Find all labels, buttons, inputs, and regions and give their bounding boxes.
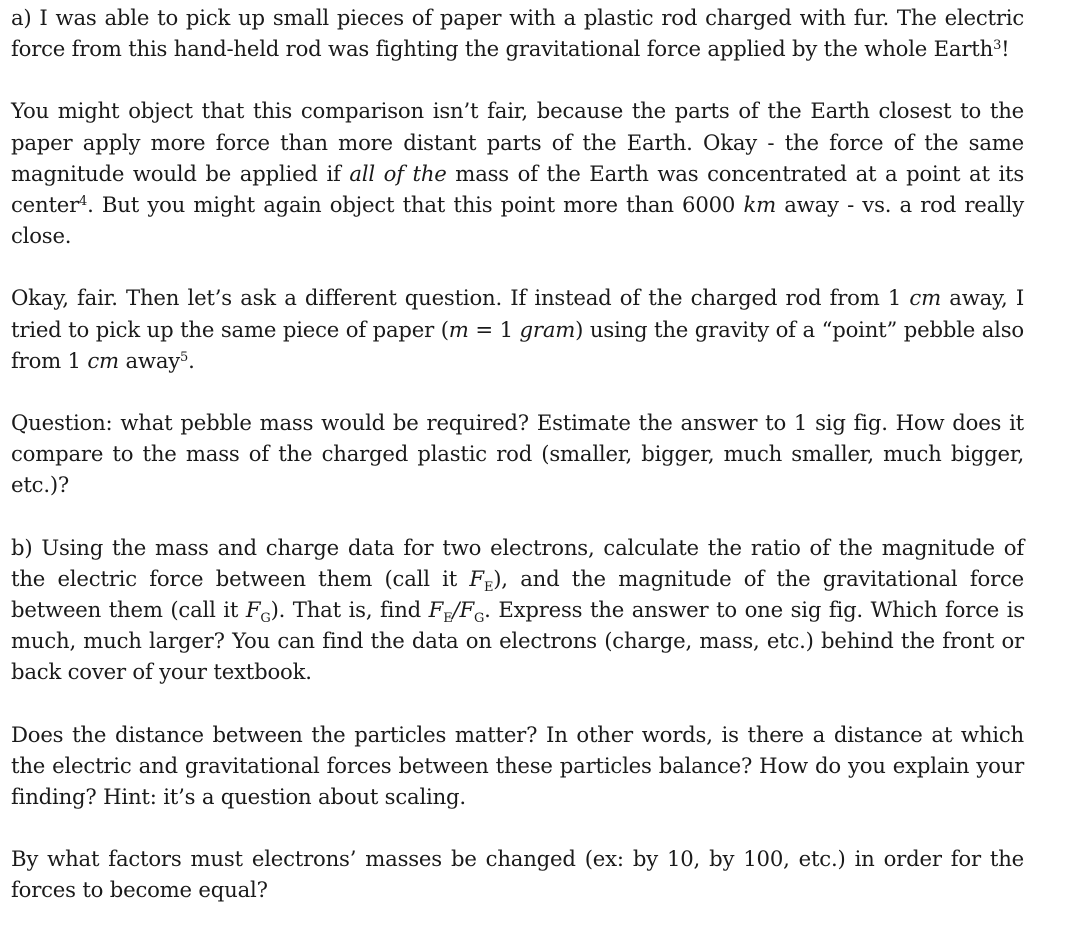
part-b-distance-paragraph (11, 719, 1024, 813)
objection-text-1: You might object that this comparison isn’t fair, because the parts of the Earth closest to the paper apply more force than more distant parts of the Earth. Okay - the force of the same magnitude would be applied if (11, 98, 1024, 186)
force-gravity-subscript: G (260, 611, 271, 627)
pebble-text-2: away, I tried to pick up the same piece of paper ( (11, 285, 1024, 342)
emphasis-all-of-the: all of the (349, 160, 447, 186)
objection-text-4: away - vs. a rod really close. (11, 192, 1024, 249)
part-b-text-4: . Express the answer to one sig fig. Which force is much, much larger? You can find the data on electrons (charge, mass, etc.) behind the front or back cover of your textbook. (11, 597, 1024, 685)
problem-document (11, 2, 1024, 906)
force-electric-subscript: E (483, 580, 494, 596)
unit-km: km (743, 192, 776, 218)
mass-equals: = 1 (468, 316, 520, 342)
ratio-denominator-subscript: G (473, 611, 485, 627)
part-b-text-2: ), and the magnitude of the gravitational force between them (call it (11, 565, 1024, 623)
footnote-marker-5: 5 (180, 349, 189, 365)
pebble-text-3: ) using the gravity of a “point” pebble also from 1 (11, 316, 1024, 373)
unit-cm: cm (909, 285, 941, 311)
part-a-intro-end: ! (1001, 36, 1010, 62)
part-b-mass-factor-paragraph (11, 843, 1024, 905)
part-b-text-3: ). That is, find (270, 597, 429, 623)
pebble-text-4: away (118, 347, 181, 373)
ratio-denominator-symbol: F (459, 597, 474, 623)
force-gravity-symbol: F (245, 597, 261, 623)
objection-text-2: mass of the Earth was concentrated at a point at its center (11, 160, 1025, 218)
pebble-text-1: Okay, fair. Then let’s ask a different question. If instead of the charged rod from 1 (11, 285, 910, 311)
unit-cm-2: cm (87, 347, 119, 373)
part-a-intro-text: a) I was able to pick up small pieces of paper with a plastic rod charged with fur. The electric force from this hand-held rod was fighting the gravitational force applied by the whole Earth (11, 5, 1024, 62)
part-a-intro-paragraph (11, 2, 1024, 64)
part-b-mass-factor-text: By what factors must electrons’ masses be changed (ex: by 10, by 100, etc.) in order for the forces to become equal? (11, 846, 1024, 903)
objection-text-3: . But you might again object that this point more than 6000 (87, 192, 744, 218)
part-b-distance-text: Does the distance between the particles matter? In other words, is there a distance at which the electric and gravitational forces between these particles balance? How do you explain your finding? Hint: it’s a question about scaling. (11, 721, 1024, 810)
pebble-text-end: . (188, 347, 195, 373)
force-electric-symbol: F (469, 565, 484, 591)
ratio-slash: / (452, 597, 460, 623)
part-a-question-paragraph (11, 407, 1024, 501)
ratio-numerator-symbol: F (428, 597, 444, 623)
footnote-marker-4: 4 (79, 193, 88, 209)
part-b-intro-paragraph (11, 532, 1024, 688)
part-b-text-1: b) Using the mass and charge data for two electrons, calculate the ratio of the magnitude of the electric force between them (call it (11, 534, 1024, 591)
part-a-objection-paragraph (11, 95, 1024, 251)
ratio-numerator-subscript: E (443, 611, 453, 627)
part-a-question-text: Question: what pebble mass would be required? Estimate the answer to 1 sig fig. How does it compare to the mass of the charged plastic rod (smaller, bigger, much smaller, much bigger, etc.)? (11, 410, 1024, 498)
footnote-marker-3: 3 (993, 38, 1002, 54)
unit-gram: gram (519, 316, 576, 342)
part-a-pebble-paragraph (11, 282, 1024, 376)
mass-variable: m (448, 316, 469, 342)
